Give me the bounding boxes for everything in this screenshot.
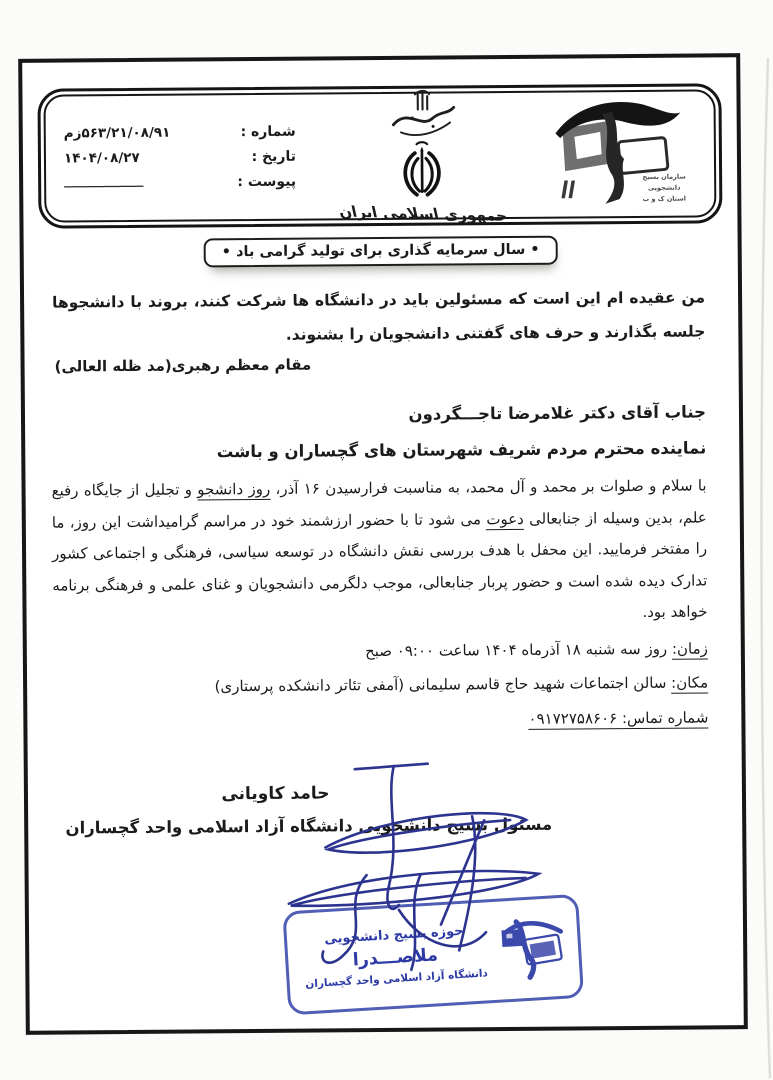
stamp-line-1: حوزه بسیج دانشجویی bbox=[324, 924, 464, 948]
basij-org-logo bbox=[541, 95, 692, 214]
contact-phone: شماره تماس: ۰۹۱۷۲۷۵۸۶۰۶ bbox=[528, 708, 709, 728]
stamp-basij-flag-icon bbox=[496, 907, 573, 989]
stamp-line-2: ملاصـــدرا bbox=[352, 945, 439, 971]
letter-number-row bbox=[64, 124, 296, 142]
signer-name: حامد کاویانی bbox=[221, 783, 330, 805]
letter-attachment-row bbox=[64, 174, 296, 192]
letter-number-value: ۵۶۳/۲۱/۰۸/۹۱زم bbox=[63, 124, 171, 142]
stamp-line-3: دانشگاه آزاد اسلامی واحد گچساران bbox=[304, 966, 489, 990]
letter-meta bbox=[64, 115, 303, 201]
event-place-row bbox=[53, 666, 708, 706]
body-underlined-student-day: روز دانشجو bbox=[197, 480, 271, 499]
time-value: روز سه شنبه ۱۸ آذرماه ۱۴۰۴ ساعت ۰۹:۰۰ صبح bbox=[364, 639, 672, 660]
paper-edge-shadow bbox=[755, 58, 773, 1078]
addressee-name: جناب آقای دکتر غلامرضا تاجـــگردون bbox=[408, 402, 707, 424]
body-text-3: می شود تا با حضور ارزشمند خود در مراسم گرامیداشت این روز، ما را مفتخر فرمایید. این محفل با هدف بررسی نقش دانشگاه در توسعه سیاسی، فرهنگی و اجتماعی کشور تدارک دیده شده است و حضور پربار جنابعالی، موجب دلگرمی دانشجویان و غنای علمی و فرهنگی برنامه خواهد بود. bbox=[51, 509, 708, 622]
letter-body bbox=[51, 471, 707, 634]
body-underlined-invite: دعوت bbox=[486, 509, 524, 528]
letterhead-inner bbox=[43, 89, 716, 225]
signer-title: مسئول بسیج دانشجویی دانشگاه آزاد اسلامی واحد گچساران bbox=[65, 814, 553, 838]
emblem-caption: جمهوری اسلامی ایران bbox=[336, 202, 509, 225]
body-text-2: و تجلیل از جایگاه رفیع علم، بدین وسیله از جنابعالی bbox=[51, 480, 707, 528]
event-time-row bbox=[53, 631, 708, 671]
year-slogan: • سال سرمایه گذاری برای تولید گرامی باد • bbox=[204, 236, 558, 268]
national-emblem-block bbox=[301, 88, 542, 224]
letter-number-label: شماره : bbox=[240, 123, 296, 141]
leader-quote: من عقیده ام این است که مسئولین باید در دانشگاه ها شرکت کنند، بروند با دانشجوها جلسه بگذارند و حرف های گفتنی دانشجویان را بشنوند. bbox=[52, 288, 706, 344]
addressee-block bbox=[53, 395, 707, 471]
place-value: سالن اجتماعات شهید حاج قاسم سلیمانی (آمفی تئاتر دانشکده پرستاری) bbox=[214, 673, 672, 696]
slogan-row bbox=[24, 234, 738, 269]
letter-date-value: ۱۴۰۴/۰۸/۲۷ bbox=[63, 149, 140, 167]
iran-emblem-icon bbox=[393, 140, 451, 202]
letterhead-box bbox=[37, 83, 722, 228]
time-label: زمان: bbox=[671, 639, 708, 658]
letter-frame bbox=[18, 53, 748, 1035]
letter-date-row bbox=[64, 149, 296, 167]
org-logo-caption: سازمان بسیج دانشجویی استان ک و ب bbox=[642, 172, 686, 203]
place-label: مکان: bbox=[671, 673, 709, 692]
letter-attachment-label: پیوست : bbox=[237, 173, 297, 191]
letter-attachment-blank: ــــــــــــــــــــ bbox=[64, 174, 144, 192]
signature-block bbox=[65, 782, 553, 838]
letter-date-label: تاریخ : bbox=[251, 148, 297, 166]
event-details bbox=[53, 631, 709, 740]
body-text-1: با سلام و صلوات بر محمد و آل محمد، به مناسبت فرارسیدن ۱۶ آذر، bbox=[270, 476, 707, 499]
addressee-role: نماینده محترم مردم شریف شهرستان های گچساران و باشت bbox=[216, 438, 707, 461]
official-stamp bbox=[282, 894, 584, 1016]
quote-attribution: مقام معظم رهبری(مد ظله العالی) bbox=[54, 355, 312, 376]
contact-row bbox=[53, 700, 708, 740]
bismillah-calligraphy-icon bbox=[382, 88, 460, 141]
stamp-text bbox=[295, 921, 496, 992]
